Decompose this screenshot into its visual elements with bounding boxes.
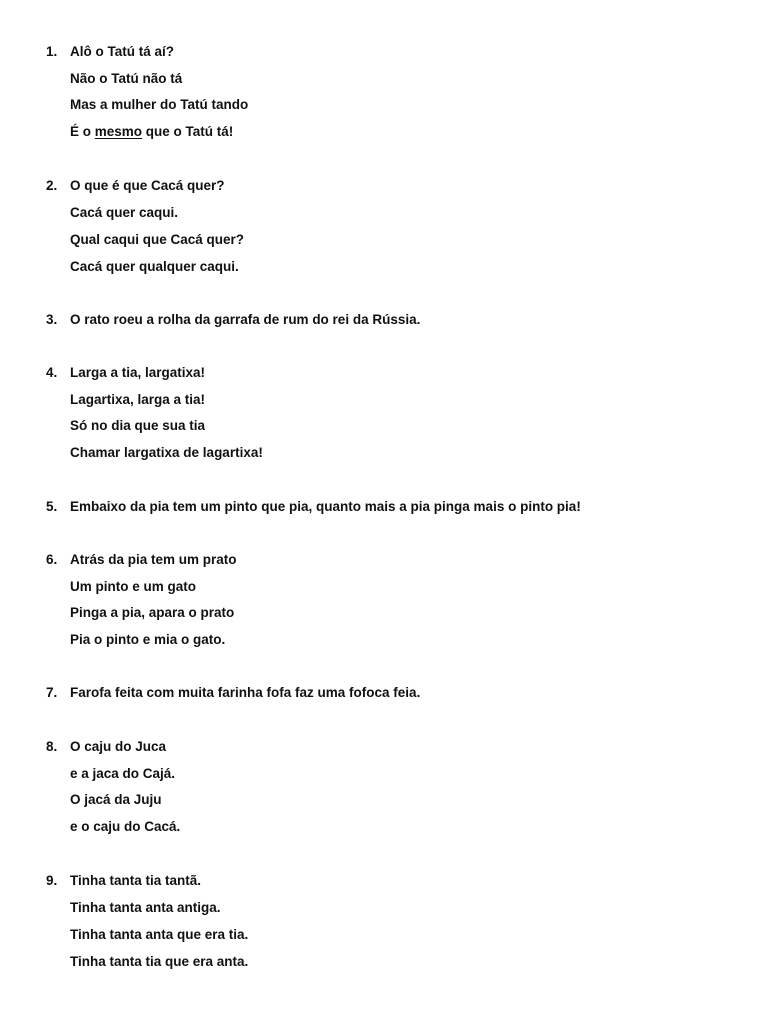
verse-line: Só no dia que sua tia [70, 418, 206, 433]
verse-line: Tinha tanta anta que era tia. [70, 927, 249, 942]
verse-line: Tinha tanta tia tantã. [70, 873, 202, 888]
verse-line: Mas a mulher do Tatú tando [70, 97, 249, 112]
verse-text: que o Tatú tá! [142, 124, 234, 139]
item-number: 8. [46, 739, 58, 754]
verse-line: Tinha tanta tia que era anta. [70, 954, 249, 969]
item-number: 3. [46, 312, 58, 327]
underlined-word: mesmo [94, 124, 143, 139]
verse-line: O caju do Juca [70, 739, 167, 754]
verse-line: Pia o pinto e mia o gato. [70, 632, 226, 647]
verse-line: Cacá quer qualquer caqui. [70, 259, 239, 274]
item-number: 4. [46, 365, 58, 380]
item-number: 6. [46, 552, 58, 567]
verse-line: Não o Tatú não tá [70, 71, 183, 86]
verse-line: e a jaca do Cajá. [70, 766, 176, 781]
verse-line: e o caju do Cacá. [70, 819, 181, 834]
verse-line: Lagartixa, larga a tia! [70, 392, 206, 407]
verse-line: Chamar largatixa de lagartixa! [70, 445, 263, 460]
verse-line: O que é que Cacá quer? [70, 178, 225, 193]
verse-line: O rato roeu a rolha da garrafa de rum do rei da Rússia. [70, 312, 421, 327]
verse-text: É o [70, 124, 95, 139]
item-number: 5. [46, 499, 58, 514]
verse-line: Um pinto e um gato [70, 579, 196, 594]
item-number: 9. [46, 873, 58, 888]
verse-line: Larga a tia, largatixa! [70, 365, 206, 380]
verse-line: Tinha tanta anta antiga. [70, 900, 221, 915]
verse-line: Alô o Tatú tá aí? [70, 44, 174, 59]
item-number: 7. [46, 685, 58, 700]
item-number: 2. [46, 178, 58, 193]
verse-line: Farofa feita com muita farinha fofa faz uma fofoca feia. [70, 685, 421, 700]
item-number: 1. [46, 44, 58, 59]
verse-line: Cacá quer caqui. [70, 205, 179, 220]
verse-line: Qual caqui que Cacá quer? [70, 232, 245, 247]
verse-line: Atrás da pia tem um prato [70, 552, 237, 567]
verse-line [70, 123, 233, 141]
verse-line: Embaixo da pia tem um pinto que pia, quanto mais a pia pinga mais o pinto pia! [70, 499, 581, 514]
verse-line: O jacá da Juju [70, 792, 162, 807]
verse-line: Pinga a pia, apara o prato [70, 605, 235, 620]
